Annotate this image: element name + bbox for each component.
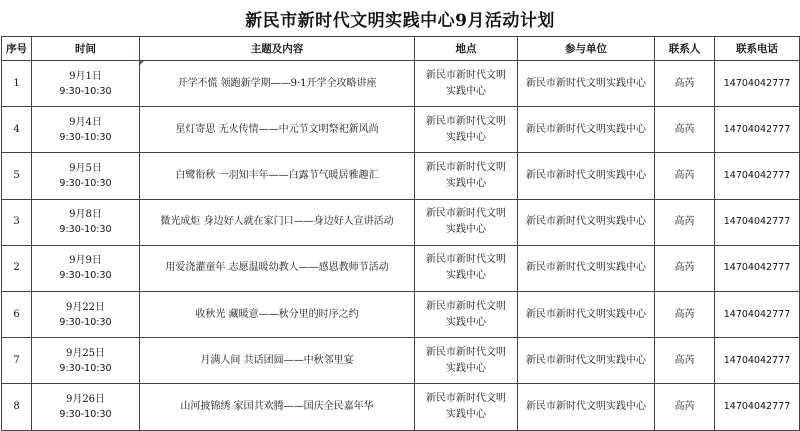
table-row xyxy=(2,61,800,107)
cell-contact: 高芮 xyxy=(655,338,715,384)
cell-phone: 14704042777 xyxy=(715,199,800,245)
cell-time xyxy=(32,245,140,291)
cell-time-range: 9:30-10:30 xyxy=(59,85,112,97)
cell-unit: 新民市新时代文明实践中心 xyxy=(518,199,655,245)
cell-no: 2 xyxy=(2,245,32,291)
cell-date: 9月4日 xyxy=(69,116,102,128)
cell-contact: 高芮 xyxy=(655,107,715,153)
cell-phone: 14704042777 xyxy=(715,61,800,107)
table-row xyxy=(2,338,800,384)
cell-time-range: 9:30-10:30 xyxy=(59,131,112,143)
cell-unit: 新民市新时代文明实践中心 xyxy=(518,61,655,107)
page-title: 新民市新时代文明实践中心9月活动计划 xyxy=(245,10,555,31)
cell-time-range: 9:30-10:30 xyxy=(59,316,112,328)
cell-time xyxy=(32,384,140,430)
cell-place: 新民市新时代文明实践中心 xyxy=(415,107,518,153)
cell-place: 新民市新时代文明实践中心 xyxy=(415,338,518,384)
header-unit: 参与单位 xyxy=(518,37,655,61)
header-place: 地点 xyxy=(415,37,518,61)
cell-date: 9月9日 xyxy=(69,255,102,267)
cell-date: 9月8日 xyxy=(69,209,102,221)
cell-date: 9月1日 xyxy=(69,70,102,82)
cell-no: 6 xyxy=(2,291,32,337)
cell-time xyxy=(32,107,140,153)
table-row xyxy=(2,199,800,245)
table-row xyxy=(2,107,800,153)
cell-phone: 14704042777 xyxy=(715,107,800,153)
cell-contact: 高芮 xyxy=(655,291,715,337)
cell-contact: 高芮 xyxy=(655,245,715,291)
cell-no: 5 xyxy=(2,153,32,199)
table-row xyxy=(2,384,800,430)
cell-time-range: 9:30-10:30 xyxy=(59,177,112,189)
cell-topic: 用爱浇灌童年 志愿温暖幼教人——感恩教师节活动 xyxy=(140,245,415,291)
cell-time-range: 9:30-10:30 xyxy=(59,362,112,374)
header-time: 时间 xyxy=(32,37,140,61)
cell-no: 4 xyxy=(2,107,32,153)
cell-unit: 新民市新时代文明实践中心 xyxy=(518,107,655,153)
cell-place: 新民市新时代文明实践中心 xyxy=(415,153,518,199)
cell-contact: 高芮 xyxy=(655,61,715,107)
header-no: 序号 xyxy=(2,37,32,61)
cell-time-range: 9:30-10:30 xyxy=(59,270,112,282)
cell-topic: 收秋光 藏暖意——秋分里的时序之约 xyxy=(140,291,415,337)
cell-time xyxy=(32,153,140,199)
cell-phone: 14704042777 xyxy=(715,338,800,384)
cell-no: 8 xyxy=(2,384,32,430)
cell-topic: 白鹭衔秋 一羽知丰年——白露节气暖居雅趣汇 xyxy=(140,153,415,199)
cell-place: 新民市新时代文明实践中心 xyxy=(415,384,518,430)
cell-time-range: 9:30-10:30 xyxy=(59,408,112,420)
cell-phone: 14704042777 xyxy=(715,384,800,430)
cell-place: 新民市新时代文明实践中心 xyxy=(415,61,518,107)
cell-date: 9月5日 xyxy=(69,162,102,174)
cell-time xyxy=(32,199,140,245)
cell-date: 9月25日 xyxy=(65,347,106,359)
cell-topic: 山河披锦绣 家国共欢腾——国庆全民嘉年华 xyxy=(140,384,415,430)
activity-table xyxy=(1,36,800,431)
table-row xyxy=(2,245,800,291)
cell-date: 9月26日 xyxy=(65,393,106,405)
cell-no: 3 xyxy=(2,199,32,245)
cell-phone: 14704042777 xyxy=(715,153,800,199)
cell-time xyxy=(32,291,140,337)
cell-phone: 14704042777 xyxy=(715,245,800,291)
cell-no: 7 xyxy=(2,338,32,384)
cell-phone: 14704042777 xyxy=(715,291,800,337)
cell-time xyxy=(32,61,140,107)
cell-place: 新民市新时代文明实践中心 xyxy=(415,291,518,337)
cell-contact: 高芮 xyxy=(655,153,715,199)
table-row xyxy=(2,291,800,337)
cell-place: 新民市新时代文明实践中心 xyxy=(415,245,518,291)
cell-place: 新民市新时代文明实践中心 xyxy=(415,199,518,245)
table-row xyxy=(2,153,800,199)
cell-topic: 微光成炬 身边好人就在家门口——身边好人宣讲活动 xyxy=(140,199,415,245)
cell-time-range: 9:30-10:30 xyxy=(59,224,112,236)
header-topic: 主题及内容 xyxy=(140,37,415,61)
table-header-row xyxy=(2,37,800,61)
cell-unit: 新民市新时代文明实践中心 xyxy=(518,245,655,291)
cell-topic: 月满人间 共话团圆——中秋邻里宴 xyxy=(140,338,415,384)
cell-topic: 开学不慌 领跑新学期——9·1开学全攻略讲座 xyxy=(140,61,415,107)
cell-date: 9月22日 xyxy=(65,301,106,313)
cell-time xyxy=(32,338,140,384)
cell-unit: 新民市新时代文明实践中心 xyxy=(518,338,655,384)
header-contact: 联系人 xyxy=(655,37,715,61)
cell-topic: 星灯寄思 无火传情——中元节文明祭祀新风尚 xyxy=(140,107,415,153)
cell-contact: 高芮 xyxy=(655,384,715,430)
cell-no: 1 xyxy=(2,61,32,107)
cell-unit: 新民市新时代文明实践中心 xyxy=(518,153,655,199)
cell-unit: 新民市新时代文明实践中心 xyxy=(518,384,655,430)
cell-contact: 高芮 xyxy=(655,199,715,245)
cell-unit: 新民市新时代文明实践中心 xyxy=(518,291,655,337)
header-phone: 联系电话 xyxy=(715,37,800,61)
